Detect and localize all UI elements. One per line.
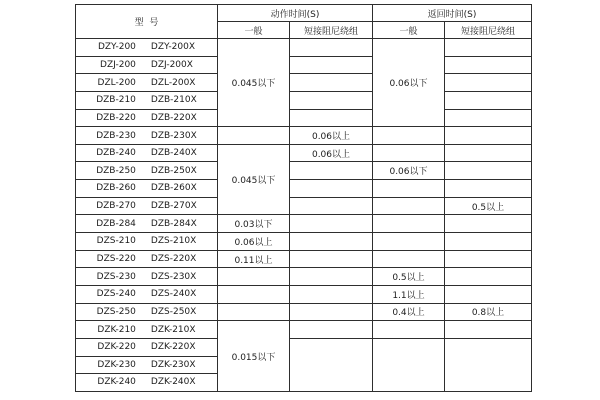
- model-name: DZB-220: [96, 112, 136, 123]
- model-name: DZK-240: [97, 377, 136, 388]
- return-general-cell: [373, 197, 445, 215]
- model-name: DZB-240X: [150, 148, 197, 159]
- return-damping-cell: 0.8以上: [445, 303, 532, 321]
- model-name: DZK-210: [97, 324, 136, 335]
- model-name: DZS-250: [96, 306, 136, 317]
- model-name: DZK-240X: [150, 377, 196, 388]
- model-name: DZS-220X: [150, 254, 197, 264]
- model-cell: [76, 109, 218, 127]
- model-name: DZS-250X: [150, 306, 197, 317]
- model-cell: [76, 56, 218, 74]
- table-row: [76, 321, 532, 339]
- model-name: DZS-220: [96, 254, 136, 264]
- model-name: DZB-220X: [150, 112, 197, 123]
- model-name: DZB-210: [96, 95, 136, 106]
- return-damping-cell: [445, 215, 532, 233]
- model-name: DZS-240X: [150, 289, 197, 300]
- action-general-cell: [218, 285, 290, 303]
- return-general-cell: 0.06以下: [373, 39, 445, 127]
- model-cell: [76, 321, 218, 339]
- action-damping-cell: [290, 321, 373, 339]
- action-damping-cell: [290, 109, 373, 127]
- model-cell: [76, 215, 218, 233]
- model-name: DZB-250X: [150, 165, 197, 176]
- model-name: DZL-200: [97, 77, 136, 88]
- action-damping-cell: [290, 162, 373, 180]
- table-row: [76, 250, 532, 268]
- model-name: DZB-230: [96, 130, 136, 141]
- model-name: DZS-230X: [150, 271, 197, 282]
- action-general-cell: 0.015以下: [218, 321, 290, 392]
- return-damping-cell: [445, 285, 532, 303]
- model-name: DZK-230: [97, 359, 136, 370]
- return-damping-cell: [445, 91, 532, 109]
- action-damping-cell: 0.06以上: [290, 144, 373, 162]
- header-return-general: 一般: [373, 22, 445, 39]
- table-row: [76, 303, 532, 321]
- model-name: DZS-210: [96, 236, 136, 247]
- return-damping-cell: 0.5以上: [445, 197, 532, 215]
- action-damping-cell: [290, 215, 373, 233]
- relay-timing-spec-table: [75, 4, 532, 392]
- return-damping-cell: [445, 56, 532, 74]
- model-name: DZB-230X: [150, 130, 197, 141]
- model-name: DZJ-200: [100, 59, 136, 70]
- action-general-cell: [218, 268, 290, 286]
- model-name: DZB-240: [96, 148, 136, 159]
- model-name: DZB-270: [96, 201, 136, 212]
- table-header: [76, 5, 532, 39]
- model-cell: [76, 374, 218, 392]
- action-general-cell: 0.045以下: [218, 144, 290, 215]
- header-row-groups: [76, 5, 532, 22]
- action-damping-cell: [290, 285, 373, 303]
- model-cell: [76, 197, 218, 215]
- action-general-cell: 0.06以上: [218, 233, 290, 251]
- header-return-damping: 短接阻尼绕组: [445, 22, 532, 39]
- model-name: DZL-200X: [150, 77, 196, 88]
- header-action-damping: 短接阻尼绕组: [290, 22, 373, 39]
- action-general-cell: [218, 303, 290, 321]
- model-name: DZY-200X: [150, 42, 196, 53]
- table-row: [76, 74, 532, 92]
- return-general-cell: [373, 321, 445, 339]
- return-damping-cell: [445, 180, 532, 198]
- action-damping-cell: [290, 91, 373, 109]
- return-damping-cell: [445, 144, 532, 162]
- model-cell: [76, 144, 218, 162]
- return-general-cell: [373, 127, 445, 145]
- action-damping-cell: 0.06以上: [290, 127, 373, 145]
- model-cell: [76, 268, 218, 286]
- action-general-cell: 0.11以上: [218, 250, 290, 268]
- model-cell: [76, 233, 218, 251]
- action-damping-cell: [290, 197, 373, 215]
- return-general-cell: [373, 215, 445, 233]
- return-damping-cell: [445, 39, 532, 57]
- return-damping-cell: [445, 321, 532, 339]
- model-cell: [76, 162, 218, 180]
- model-name: DZS-230: [96, 271, 136, 282]
- model-name: DZK-220: [97, 342, 136, 353]
- table-row: [76, 233, 532, 251]
- model-name: DZB-260: [96, 183, 136, 194]
- return-damping-cell: [445, 162, 532, 180]
- model-cell: [76, 91, 218, 109]
- action-damping-cell: [290, 180, 373, 198]
- model-name: DZB-270X: [150, 201, 197, 212]
- table-row: [76, 91, 532, 109]
- action-general-cell: 0.045以下: [218, 39, 290, 127]
- return-general-cell: [373, 338, 445, 391]
- model-cell: [76, 180, 218, 198]
- model-name: DZK-210X: [150, 324, 196, 335]
- model-cell: [76, 250, 218, 268]
- return-general-cell: [373, 144, 445, 162]
- return-general-cell: 0.4以上: [373, 303, 445, 321]
- model-name: DZY-200: [97, 42, 136, 53]
- return-general-cell: [373, 180, 445, 198]
- return-damping-cell: [445, 338, 532, 391]
- table-row: [76, 56, 532, 74]
- return-damping-cell: [445, 268, 532, 286]
- action-damping-cell: [290, 56, 373, 74]
- model-name: DZB-284: [96, 218, 136, 229]
- table-row: [76, 338, 532, 356]
- model-name: DZS-240: [96, 289, 136, 300]
- model-name: DZB-260X: [150, 183, 197, 194]
- table-row: [76, 109, 532, 127]
- return-damping-cell: [445, 250, 532, 268]
- table-body: [76, 39, 532, 392]
- action-damping-cell: [290, 250, 373, 268]
- return-general-cell: [373, 250, 445, 268]
- return-damping-cell: [445, 127, 532, 145]
- return-damping-cell: [445, 74, 532, 92]
- return-general-cell: 0.5以上: [373, 268, 445, 286]
- return-general-cell: [373, 233, 445, 251]
- table-row: [76, 39, 532, 57]
- table-row: [76, 144, 532, 162]
- model-cell: [76, 285, 218, 303]
- header-action-time: 动作时间(S): [218, 5, 373, 22]
- model-name: DZK-230X: [150, 359, 196, 370]
- return-damping-cell: [445, 233, 532, 251]
- model-cell: [76, 74, 218, 92]
- model-name: DZS-210X: [150, 236, 197, 247]
- model-name: DZB-284X: [150, 218, 197, 229]
- model-cell: [76, 338, 218, 356]
- model-name: DZK-220X: [150, 342, 196, 353]
- header-action-general: 一般: [218, 22, 290, 39]
- model-name: DZB-250: [96, 165, 136, 176]
- model-name: DZJ-200X: [150, 59, 193, 70]
- action-damping-cell: [290, 74, 373, 92]
- table-row: [76, 197, 532, 215]
- return-general-cell: 1.1以上: [373, 285, 445, 303]
- header-return-time: 返回时间(S): [373, 5, 532, 22]
- table-row: [76, 180, 532, 198]
- model-cell: [76, 356, 218, 374]
- action-general-cell: 0.03以下: [218, 215, 290, 233]
- action-damping-cell: [290, 39, 373, 57]
- table-row: [76, 268, 532, 286]
- table-row: [76, 285, 532, 303]
- action-damping-cell: [290, 233, 373, 251]
- action-damping-cell: [290, 338, 373, 391]
- return-general-cell: 0.06以下: [373, 162, 445, 180]
- table-row: [76, 127, 532, 145]
- action-general-cell: [218, 127, 290, 145]
- action-damping-cell: [290, 268, 373, 286]
- table-row: [76, 215, 532, 233]
- model-cell: [76, 39, 218, 57]
- action-damping-cell: [290, 303, 373, 321]
- return-damping-cell: [445, 109, 532, 127]
- header-model: 型 号: [76, 5, 218, 39]
- table-row: [76, 162, 532, 180]
- model-name: DZB-210X: [150, 95, 197, 106]
- model-cell: [76, 303, 218, 321]
- model-cell: [76, 127, 218, 145]
